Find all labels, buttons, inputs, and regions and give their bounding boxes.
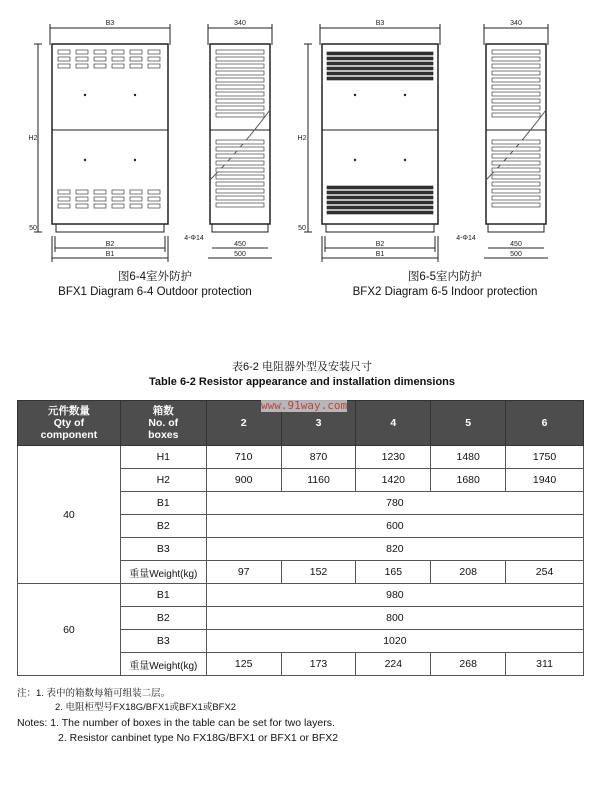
side-slat: [216, 99, 264, 103]
vent-slot: [148, 204, 160, 208]
vent-slot: [76, 57, 88, 61]
side-slat: [216, 147, 264, 151]
row-label: B3: [120, 538, 206, 561]
vent-slot: [94, 197, 106, 201]
header-col-6: 6: [506, 401, 584, 446]
vent-slot: [148, 197, 160, 201]
table-cell: 1480: [431, 446, 506, 469]
vent-slot: [148, 190, 160, 194]
vent-slot: [130, 50, 142, 54]
side-slat: [492, 64, 540, 68]
vent-slot: [130, 57, 142, 61]
vent-slot: [58, 64, 70, 68]
vent-slot: [148, 64, 160, 68]
vent-slot: [94, 64, 106, 68]
side-slat: [492, 106, 540, 110]
vent-slot: [94, 204, 106, 208]
mount-dot: [404, 159, 406, 161]
side-slat: [216, 175, 264, 179]
fig65-b1-label: B1: [375, 251, 385, 258]
mount-dot: [404, 94, 406, 96]
header-qty-en1: Qty of: [53, 417, 85, 429]
vent-slot: [130, 204, 142, 208]
vent-slot: [112, 57, 124, 61]
table-cell: 980: [206, 584, 583, 607]
side-slat: [216, 85, 264, 89]
fig64-b2-label: B2: [105, 241, 115, 248]
row-label: B3: [120, 630, 206, 653]
table-title-cn: 表6-2 电阻器外型及安装尺寸: [232, 361, 372, 373]
row-label: B1: [120, 492, 206, 515]
vent-slot: [76, 204, 88, 208]
fig64-450-label: 450: [234, 241, 246, 248]
table-cell: 710: [206, 446, 281, 469]
table-row: [18, 584, 584, 607]
vent-slot: [94, 190, 106, 194]
table-cell: 165: [356, 561, 431, 584]
mount-dot: [84, 159, 86, 161]
watermark: www.91way.com: [261, 399, 348, 412]
louver-bar: [327, 206, 433, 209]
vent-slot: [112, 64, 124, 68]
fig65-h2-label: H2: [297, 135, 307, 142]
table-cell: 1230: [356, 446, 431, 469]
vent-slot: [58, 57, 70, 61]
vent-slot: [94, 50, 106, 54]
side-slat: [492, 140, 540, 144]
side-slat: [492, 168, 540, 172]
fig65-caption-en: BFX2 Diagram 6-5 Indoor protection: [352, 286, 538, 298]
row-label: 重量Weight(kg): [120, 653, 206, 676]
header-col-5: 5: [431, 401, 506, 446]
note-cn-2: 2. 电阻柜型号FX18G/BFX1或BFX1或BFX2: [55, 702, 237, 713]
row-label: 重量Weight(kg): [120, 561, 206, 584]
side-slat: [492, 161, 540, 165]
table-cell: 125: [206, 653, 281, 676]
fig64-b3-label: B3: [105, 20, 115, 27]
fig65-b2-label: B2: [375, 241, 385, 248]
header-col-4: 4: [356, 401, 431, 446]
side-slat: [216, 57, 264, 61]
side-slat: [216, 64, 264, 68]
louver-bar: [327, 211, 433, 214]
table-cell: 870: [281, 446, 356, 469]
fig64-h2-label: H2: [28, 135, 38, 142]
table-cell: 254: [506, 561, 584, 584]
side-slat: [492, 71, 540, 75]
fig65-caption-cn: 图6-5室内防护: [407, 271, 483, 283]
note-en-2: 2. Resistor canbinet type No FX18G/BFX1 or BFX1 or BFX2: [58, 732, 339, 744]
louver-bar: [327, 196, 433, 199]
table-cell: 311: [506, 653, 584, 676]
vent-slot: [58, 50, 70, 54]
vent-slot: [94, 57, 106, 61]
side-slat: [216, 154, 264, 158]
vent-slot: [76, 50, 88, 54]
fig64-hole-label: 4-Φ14: [184, 235, 204, 242]
table-cell: 268: [431, 653, 506, 676]
side-slat: [216, 196, 264, 200]
table-cell: 1940: [506, 469, 584, 492]
side-slat: [492, 92, 540, 96]
side-slat: [492, 154, 540, 158]
fig65-340-label: 340: [510, 20, 522, 27]
table-cell: 173: [281, 653, 356, 676]
louver-bar: [327, 52, 433, 55]
table-cell: 1020: [206, 630, 583, 653]
vent-slot: [112, 50, 124, 54]
header-qty-cn: 元件数量: [47, 405, 90, 417]
row-label: B2: [120, 607, 206, 630]
side-slat: [216, 106, 264, 110]
vent-slot: [112, 204, 124, 208]
side-slat: [216, 71, 264, 75]
table-cell: 152: [281, 561, 356, 584]
louver-bar: [327, 77, 433, 80]
table-cell: 600: [206, 515, 583, 538]
fig65-450-label: 450: [510, 241, 522, 248]
vent-slot: [130, 64, 142, 68]
side-slat: [492, 113, 540, 117]
table-cell: 780: [206, 492, 583, 515]
louver-bar: [327, 57, 433, 60]
dimensions-table: [17, 400, 584, 676]
mount-dot: [84, 94, 86, 96]
table-cell: 224: [356, 653, 431, 676]
louver-bar: [327, 186, 433, 189]
side-slat: [492, 196, 540, 200]
vent-slot: [130, 190, 142, 194]
fig65-500-label: 500: [510, 251, 522, 258]
side-slat: [492, 203, 540, 207]
side-slat: [216, 92, 264, 96]
side-slat: [492, 189, 540, 193]
fig64-caption: [30, 270, 280, 300]
side-slat: [216, 113, 264, 117]
louver-bar: [327, 62, 433, 65]
side-slat: [492, 85, 540, 89]
side-slat: [216, 203, 264, 207]
side-slat: [492, 147, 540, 151]
side-slat: [492, 78, 540, 82]
fig65-caption: [315, 270, 575, 300]
row-label: B2: [120, 515, 206, 538]
fig65-hole-label: 4-Φ14: [456, 235, 476, 242]
header-boxes-en1: No. of: [148, 417, 179, 429]
side-slat: [492, 175, 540, 179]
table-cell: 97: [206, 561, 281, 584]
row-label: H2: [120, 469, 206, 492]
mount-dot: [134, 159, 136, 161]
mount-dot: [354, 159, 356, 161]
note-en-1: Notes: 1. The number of boxes in the table can be set for two layers.: [17, 717, 335, 729]
header-boxes-en2: boxes: [148, 429, 179, 441]
header-qty: [18, 401, 121, 446]
side-slat: [216, 189, 264, 193]
table-cell: 1160: [281, 469, 356, 492]
side-slat: [216, 168, 264, 172]
vent-slot: [148, 50, 160, 54]
louver-bar: [327, 67, 433, 70]
table-cell: 1680: [431, 469, 506, 492]
note-cn-1: 注：1. 表中的箱数每箱可组装二层。: [17, 688, 171, 699]
louver-bar: [327, 72, 433, 75]
fig64-50-label: 50: [29, 225, 37, 232]
fig65-b3-label: B3: [375, 20, 385, 27]
side-slat: [492, 57, 540, 61]
qty-40-cell: 40: [18, 446, 121, 584]
header-boxes-cn: 箱数: [152, 405, 174, 417]
table-cell: 820: [206, 538, 583, 561]
louver-bar: [327, 201, 433, 204]
vent-slot: [148, 57, 160, 61]
qty-60-cell: 60: [18, 584, 121, 676]
table-cell: 1420: [356, 469, 431, 492]
header-qty-en2: component: [40, 429, 98, 441]
fig64-b1-label: B1: [105, 251, 115, 258]
side-slat: [492, 182, 540, 186]
vent-slot: [58, 190, 70, 194]
vent-slot: [58, 197, 70, 201]
row-label: B1: [120, 584, 206, 607]
vent-slot: [58, 204, 70, 208]
table-row: [18, 446, 584, 469]
mount-dot: [354, 94, 356, 96]
side-slat: [216, 50, 264, 54]
side-slat: [492, 50, 540, 54]
table-cell: 900: [206, 469, 281, 492]
header-col-3: 3: [281, 401, 356, 446]
table-cell: 800: [206, 607, 583, 630]
fig65-50-label: 50: [298, 225, 306, 232]
vent-slot: [130, 197, 142, 201]
technical-drawings: [0, 0, 604, 300]
side-slat: [492, 99, 540, 103]
header-col-2: 2: [206, 401, 281, 446]
side-slat: [216, 78, 264, 82]
side-slat: [216, 161, 264, 165]
vent-slot: [76, 64, 88, 68]
row-label: H1: [120, 446, 206, 469]
table-cell: 208: [431, 561, 506, 584]
louver-bar: [327, 191, 433, 194]
fig64-500-label: 500: [234, 251, 246, 258]
fig64-340-label: 340: [234, 20, 246, 27]
fig64-caption-cn: 图6-4室外防护: [117, 271, 193, 283]
side-slat: [216, 182, 264, 186]
vent-slot: [112, 197, 124, 201]
fig64-caption-en: BFX1 Diagram 6-4 Outdoor protection: [58, 286, 252, 298]
vent-slot: [76, 190, 88, 194]
table-cell: 1750: [506, 446, 584, 469]
side-slat: [216, 140, 264, 144]
vent-slot: [112, 190, 124, 194]
header-boxes: [120, 401, 206, 446]
table-title-en: Table 6-2 Resistor appearance and installation dimensions: [148, 376, 456, 388]
vent-slot: [76, 197, 88, 201]
mount-dot: [134, 94, 136, 96]
